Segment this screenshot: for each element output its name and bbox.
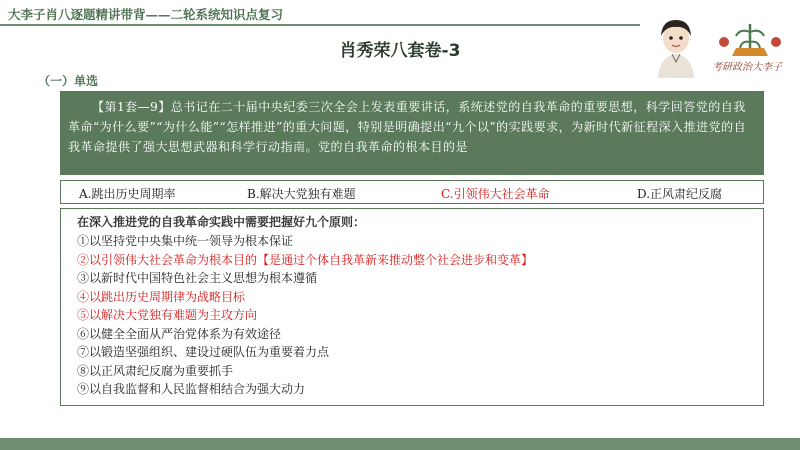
principle-9: ⑨以自我监督和人民监督相结合为强大动力 [77,382,306,396]
brand-text: 考研政治大李子 [712,62,782,73]
header-divider [0,24,640,26]
principle-5: ⑤以解决大党独有难题为主攻方向 [77,308,258,322]
question-text: 【第1套—9】总书记在二十届中央纪委三次全会上发表重要讲话，系统述党的自我革命的重要思想，科学回答党的自我革命“为什么要”“为什么能”“怎样推进”的重大问题，特别是明确提出“九个以”的实践要求，为新时代新征程深入推进党的自我革命提供了强大思想武器和科学行动指南。党的自我革命的根本目的是 [60,91,764,175]
section-label: （一）单选 [38,74,99,88]
principle-7: ⑦以锻造坚强组织、建设过硬队伍为重要着力点 [77,345,330,359]
slide-title: 肖秀荣八套卷-3 [339,41,461,61]
analysis-title: 在深入推进党的自我革命实践中需要把握好九个原则： [77,215,366,229]
principle-4: ④以跳出历史周期律为战略目标 [77,289,246,304]
option-a[interactable]: A.跳出历史周期率 [79,187,176,201]
series-title: 大李子肖八逐题精讲带背——二轮系统知识点复习 [8,7,284,22]
principle-2: ②以引领伟大社会革命为根本目的【是通过个体自我革新来推动整个社会进步和变革】 [77,252,534,267]
analysis-box [60,208,764,406]
principle-1: ①以坚持党中央集中统一领导为根本保证 [77,234,294,248]
principle-6: ⑥以健全全面从严治党体系为有效途径 [77,326,282,341]
option-c-correct[interactable]: C.引领伟大社会革命 [441,187,550,201]
principle-8: ⑧以正风肃纪反腐为重要抓手 [77,363,234,378]
footer-band [0,438,800,450]
principle-3: ③以新时代中国特色社会主义思想为根本遵循 [77,271,318,285]
option-d[interactable]: D.正风肃纪反腐 [637,187,723,201]
option-b[interactable]: B.解决大党独有难题 [247,187,356,201]
teacher-avatar-icon [650,14,702,78]
options-row [60,180,764,204]
